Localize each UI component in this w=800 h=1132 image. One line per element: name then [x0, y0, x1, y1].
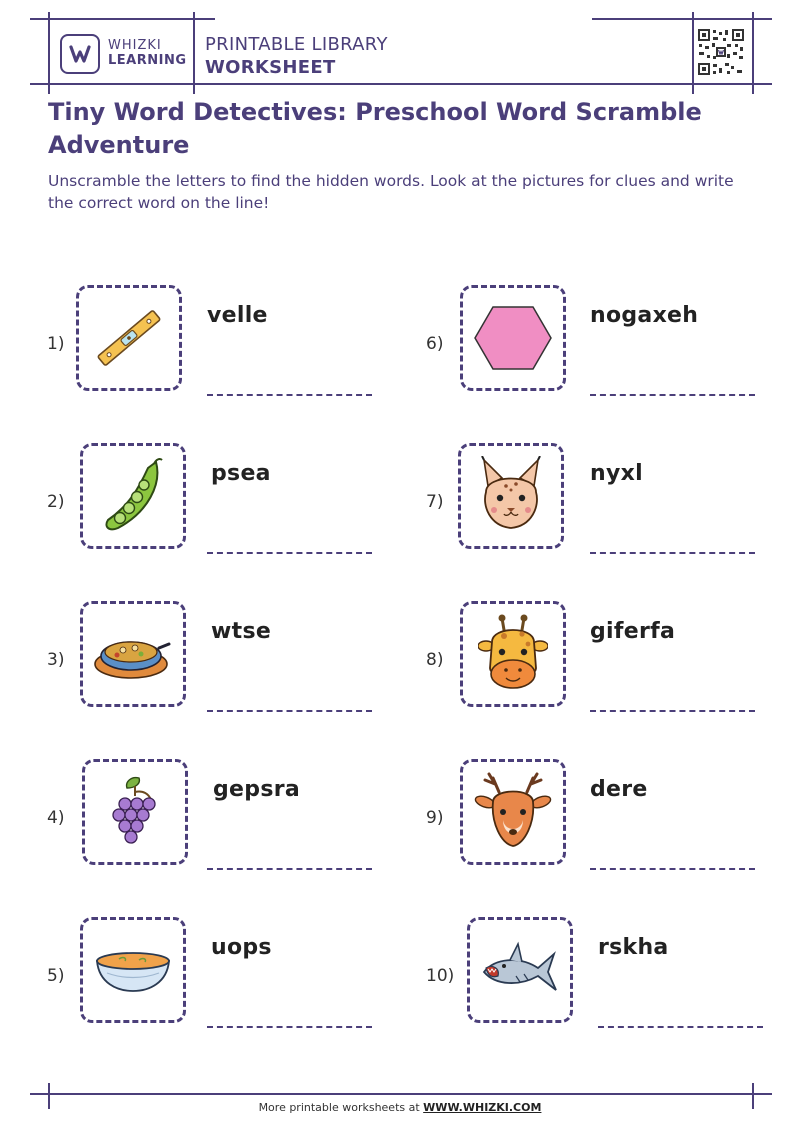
footer-rule	[30, 1093, 772, 1095]
answer-line[interactable]	[590, 710, 755, 712]
instructions: Unscramble the letters to find the hidden words. Look at the pictures for clues and write the correct word on the line!	[48, 172, 734, 212]
footer-link[interactable]: WWW.WHIZKI.COM	[423, 1101, 542, 1114]
logo-text-bottom: LEARNING	[108, 53, 187, 68]
scrambled-word: uops	[211, 935, 272, 960]
scrambled-word: nyxl	[590, 461, 643, 486]
item-number: 8)	[426, 650, 444, 670]
lynx-icon	[476, 456, 546, 536]
header-rule-v2	[193, 12, 195, 94]
picture-box	[458, 443, 564, 549]
answer-line[interactable]	[598, 1026, 763, 1028]
footer	[0, 1101, 800, 1114]
level-icon	[89, 303, 169, 373]
hexagon-icon	[473, 303, 553, 373]
picture-box	[80, 443, 186, 549]
shark-icon	[480, 940, 560, 1000]
soup-icon	[93, 945, 173, 995]
grapes-icon	[105, 772, 165, 852]
item-number: 3)	[47, 650, 65, 670]
picture-box	[460, 285, 566, 391]
item-number: 6)	[426, 334, 444, 354]
header-rule-top-right	[592, 18, 772, 20]
picture-box	[80, 917, 186, 1023]
deer-icon	[473, 772, 553, 852]
scrambled-word: wtse	[211, 619, 272, 644]
header-worksheet: WORKSHEET	[205, 57, 336, 78]
answer-line[interactable]	[207, 1026, 372, 1028]
header-rule-v4	[752, 12, 754, 94]
picture-box	[80, 601, 186, 707]
scrambled-word: rskha	[598, 935, 669, 960]
item-number: 1)	[47, 334, 65, 354]
answer-line[interactable]	[207, 710, 372, 712]
picture-box	[76, 285, 182, 391]
answer-line[interactable]	[207, 552, 372, 554]
header-rule-bottom	[30, 83, 772, 85]
scrambled-word: dere	[590, 777, 648, 802]
answer-line[interactable]	[590, 868, 755, 870]
answer-line[interactable]	[207, 394, 372, 396]
scrambled-word: nogaxeh	[590, 303, 699, 328]
header-library: PRINTABLE LIBRARY	[205, 34, 388, 55]
picture-box	[82, 759, 188, 865]
answer-line[interactable]	[207, 868, 372, 870]
item-number: 2)	[47, 492, 65, 512]
scrambled-word: giferfa	[590, 619, 676, 644]
picture-box	[467, 917, 573, 1023]
item-number: 7)	[426, 492, 444, 512]
scrambled-word: velle	[207, 303, 268, 328]
header-rule-v1	[48, 12, 50, 94]
picture-box	[460, 601, 566, 707]
answer-line[interactable]	[590, 394, 755, 396]
scrambled-word: psea	[211, 461, 271, 486]
footer-text: More printable worksheets at	[258, 1101, 424, 1114]
logo-text-top: WHIZKI	[108, 38, 162, 53]
qr-code-icon	[697, 28, 745, 76]
item-number: 9)	[426, 808, 444, 828]
logo-icon	[60, 34, 100, 74]
peas-icon	[98, 456, 168, 536]
page-title: Tiny Word Detectives: Preschool Word Scramble Adventure	[48, 98, 702, 159]
header-rule-v3	[692, 12, 694, 94]
stew-icon	[93, 624, 173, 684]
answer-line[interactable]	[590, 552, 755, 554]
item-number: 5)	[47, 966, 65, 986]
scrambled-word: gepsra	[213, 777, 301, 802]
item-number: 4)	[47, 808, 65, 828]
picture-box	[460, 759, 566, 865]
giraffe-icon	[478, 614, 548, 694]
header-rule-top-left	[30, 18, 215, 20]
item-number: 10)	[426, 966, 455, 986]
